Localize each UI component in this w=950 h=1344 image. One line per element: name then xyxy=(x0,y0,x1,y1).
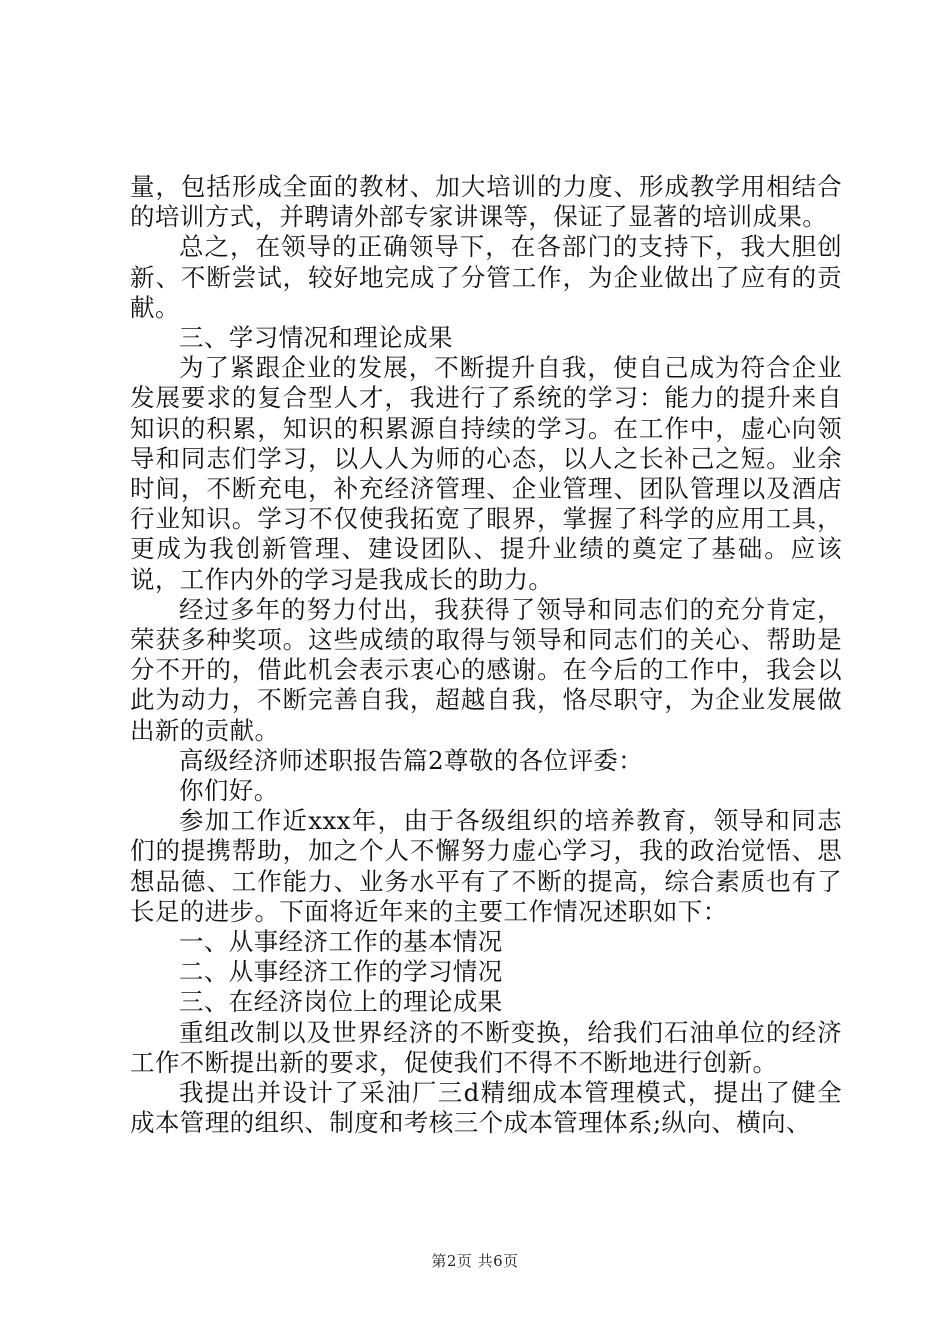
report-title-line: 高级经济师述职报告篇2尊敬的各位评委： xyxy=(179,745,644,775)
greeting-line: 你们好。 xyxy=(179,776,279,806)
page-footer: 第2页 共6页 xyxy=(431,1252,519,1270)
paragraph-13: 我提出并设计了采油厂三d精细成本管理模式，提出了健全成本管理的组织、制度和考核三个成本管理体系;纵向、横向、 xyxy=(130,1078,842,1138)
section-heading-3b: 三、在经济岗位上的理论成果 xyxy=(179,987,503,1017)
paragraph-12: 重组改制以及世界经济的不断变换，给我们石油单位的经济工作不断提出新的要求，促使我们不得不不断地进行创新。 xyxy=(130,1017,842,1077)
section-heading-3: 三、学习情况和理论成果 xyxy=(179,323,453,353)
section-heading-1: 一、从事经济工作的基本情况 xyxy=(179,927,503,957)
document-body xyxy=(130,172,842,1139)
paragraph-8: 参加工作近xxx年，由于各级组织的培养教育，领导和同志们的提携帮助，加之个人不懈努力虚心学习，我的政治觉悟、思想品德、工作能力、业务水平有了不断的提高，综合素质也有了长足的进步。下面将近年来的主要工作情况述职如下： xyxy=(130,806,842,926)
paragraph-4: 为了紧跟企业的发展，不断提升自我，使自己成为符合企业发展要求的复合型人才，我进行了系统的学习：能力的提升来自知识的积累，知识的积累源自持续的学习。在工作中，虚心向领导和同志们学习，以人人为师的心态，以人之长补己之短。业余时间，不断充电，补充经济管理、企业管理、团队管理以及酒店行业知识。学习不仅使我拓宽了眼界，掌握了科学的应用工具，更成为我创新管理、建设团队、提升业绩的奠定了基础。应该说，工作内外的学习是我成长的助力。 xyxy=(130,353,842,594)
section-heading-2: 二、从事经济工作的学习情况 xyxy=(179,957,503,987)
paragraph-2: 总之，在领导的正确领导下，在各部门的支持下，我大胆创新、不断尝试，较好地完成了分管工作，为企业做出了应有的贡献。 xyxy=(130,232,842,322)
paragraph-1: 量，包括形成全面的教材、加大培训的力度、形成教学用相结合的培训方式，并聘请外部专家讲课等，保证了显著的培训成果。 xyxy=(130,172,842,232)
paragraph-5: 经过多年的努力付出，我获得了领导和同志们的充分肯定，荣获多种奖项。这些成绩的取得与领导和同志们的关心、帮助是分不开的，借此机会表示衷心的感谢。在今后的工作中，我会以此为动力，不断完善自我，超越自我，恪尽职守，为企业发展做出新的贡献。 xyxy=(130,594,842,745)
